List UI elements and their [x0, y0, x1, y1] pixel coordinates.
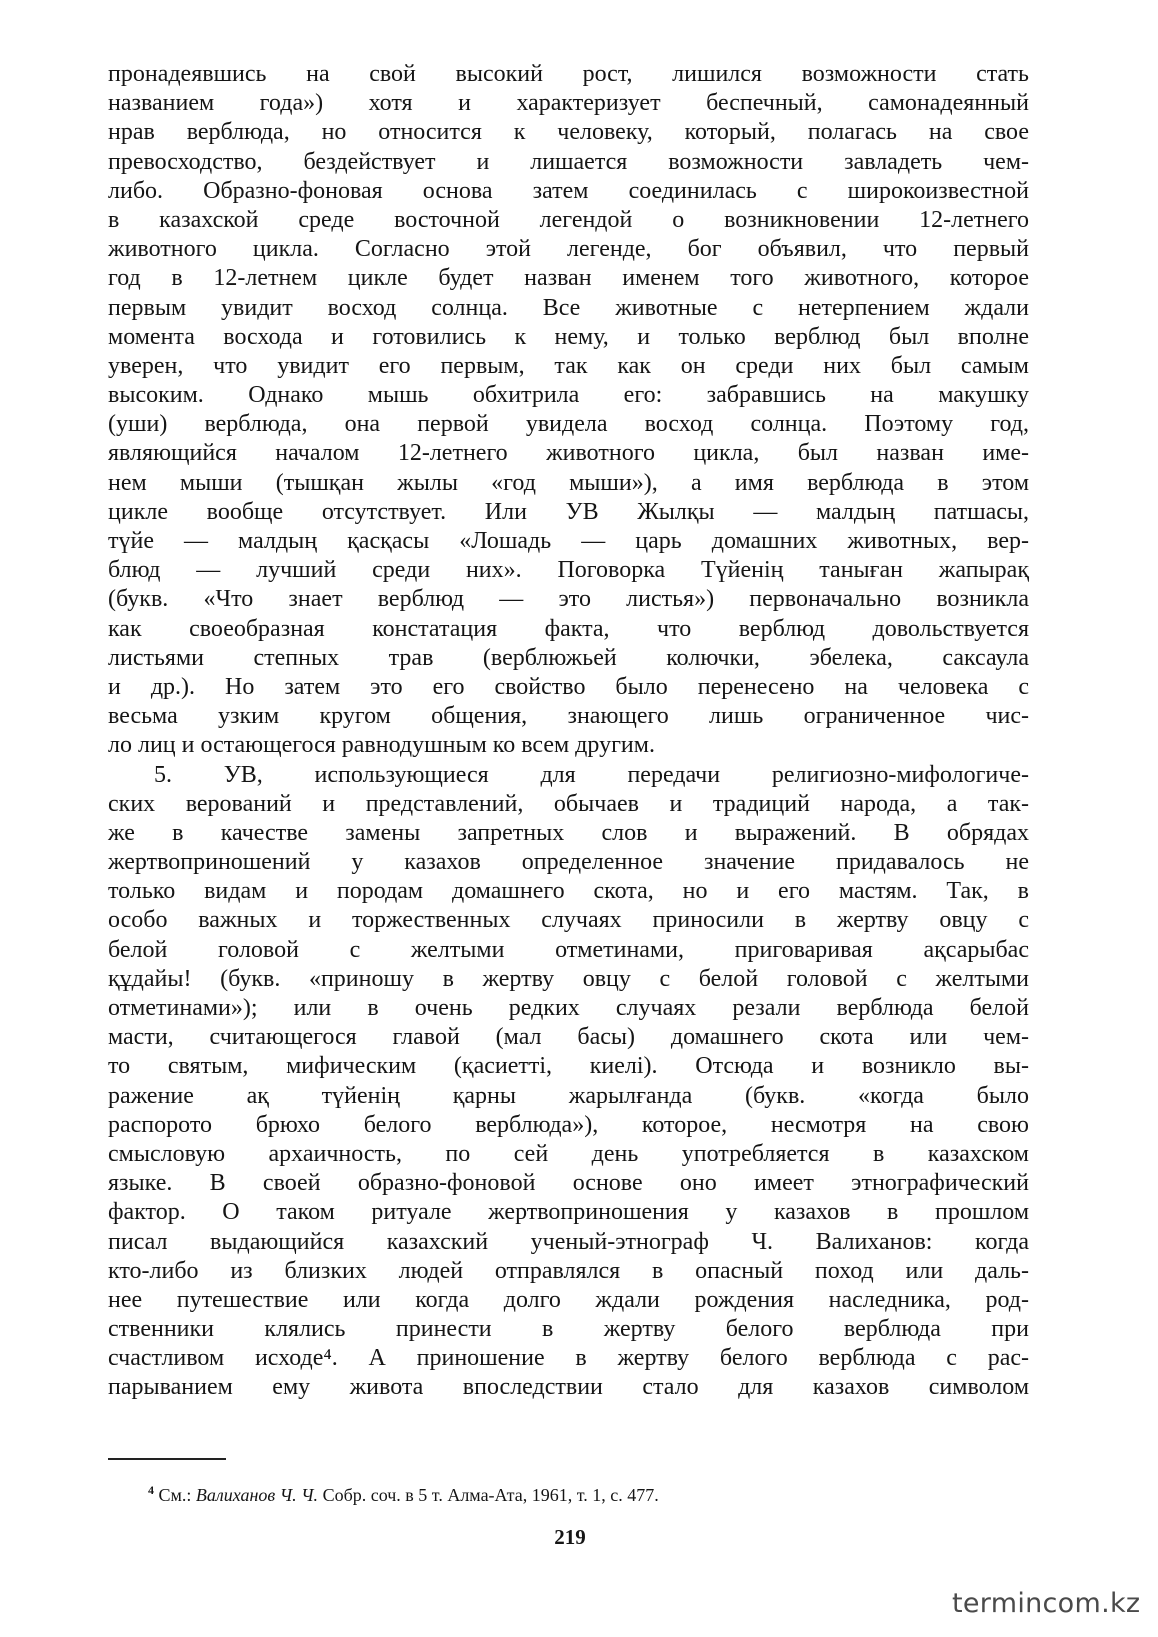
footnote-prefix: См.: [158, 1485, 192, 1505]
watermark-logo: termincom.kz [952, 1588, 1141, 1619]
text-line: нем мыши (тышқан жылы «год мыши»), а имя верблюда в этом [108, 469, 1029, 496]
text-line: масти, считающегося главой (мал басы) домашнего скота или чем- [108, 1024, 1029, 1051]
text-line: весьма узким кругом общения, знающего лишь ограниченное чис- [108, 703, 1029, 730]
text-line: счастливом исходе⁴. А приношение в жертву белого верблюда с рас- [108, 1345, 1029, 1372]
text-line: в казахской среде восточной легендой о возникновении 12-летнего [108, 206, 1029, 233]
text-line: парыванием ему живота впоследствии стало для казахов символом [108, 1374, 1029, 1401]
text-line: превосходство, бездействует и лишается возможности завладеть чем- [108, 148, 1029, 175]
footnote-author: Валиханов Ч. Ч. [195, 1485, 319, 1505]
text-line: листьями степных трав (верблюжьей колючки, эбелека, саксаула [108, 644, 1029, 671]
text-line: нрав верблюда, но относится к человеку, который, полагась на свое [108, 119, 1029, 146]
text-line: высоким. Однако мышь обхитрила его: забравшись на макушку [108, 382, 1029, 409]
text-line: смысловую архаичность, по сей день употребляется в казахском [108, 1140, 1029, 1167]
text-line: то святым, мифическим (қасиетті, киелі). Отсюда и возникло вы- [108, 1053, 1029, 1080]
text-line: цикле вообще отсутствует. Или УВ Жылқы — малдың патшасы, [108, 498, 1029, 525]
text-line: уверен, что увидит его первым, так как он среди них был самым [108, 352, 1029, 379]
text-line: животного цикла. Согласно этой легенде, бог объявил, что первый [108, 236, 1029, 263]
text-line: ских верований и представлений, обычаев и традиций народа, а так- [108, 790, 1029, 817]
text-line: ственники клялись принести в жертву белого верблюда при [108, 1316, 1029, 1343]
text-line: (букв. «Что знает верблюд — это листья») первоначально возникла [108, 586, 1029, 613]
text-line: год в 12-летнем цикле будет назван именем того животного, которое [108, 265, 1029, 292]
text-line: распорото брюхо белого верблюда»), которое, несмотря на свою [108, 1111, 1029, 1138]
text-line: только видам и породам домашнего скота, но и его мастям. Так, в [108, 878, 1029, 905]
text-line: жертвоприношений у казахов определенное значение придавалось не [108, 849, 1029, 876]
page-number: 219 [554, 1525, 586, 1549]
text-line: языке. В своей образно-фоновой основе оно имеет этнографический [108, 1170, 1029, 1197]
text-line: түйе — малдың қасқасы «Лошадь — царь домашних животных, вер- [108, 528, 1029, 554]
footnote [148, 1479, 659, 1506]
text-line: первым увидит восход солнца. Все животные с нетерпением ждали [108, 294, 1029, 321]
text-line: писал выдающийся казахский ученый-этнограф Ч. Валиханов: когда [108, 1228, 1029, 1255]
text-line: и др.). Но затем это его свойство было перенесено на человека с [108, 673, 1029, 700]
text-line: блюд — лучший среди них». Поговорка Түйенің таныған жапырақ [108, 557, 1029, 584]
text-line: момента восхода и готовились к нему, и только верблюд был вполне [108, 323, 1029, 350]
body-text [108, 60, 1029, 1403]
text-line: 5. УВ, использующиеся для передачи религиозно-мифологиче- [154, 761, 1029, 788]
text-line: же в качестве замены запретных слов и выражений. В обрядах [108, 819, 1029, 846]
text-line: ло лиц и остающегося равнодушным ко всем другим. [108, 732, 655, 759]
text-line: фактор. О таком ритуале жертвоприношения у казахов в прошлом [108, 1199, 1029, 1226]
text-line: являющийся началом 12-летнего животного цикла, был назван име- [108, 440, 1029, 467]
text-line: пронадеявшись на свой высокий рост, лишился возможности стать [108, 61, 1029, 87]
text-line: (уши) верблюда, она первой увидела восход солнца. Поэтому год, [108, 411, 1029, 438]
text-line: белой головой с желтыми отметинами, приговаривая ақсарыбас [108, 936, 1029, 963]
text-line: ражение ақ түйенің қарны жарылғанда (букв. «когда было [108, 1082, 1029, 1109]
text-line: как своеобразная констатация факта, что верблюд довольствуется [108, 615, 1029, 642]
text-line: отметинами»); или в очень редких случаях резали верблюда белой [108, 995, 1029, 1021]
text-line: құдайы! (букв. «приношу в жертву овцу с белой головой с желтыми [108, 965, 1029, 992]
footnote-marker: 4 [148, 1483, 154, 1497]
text-line: особо важных и торжественных случаях приносили в жертву овцу с [108, 907, 1029, 934]
footnote-citation: Собр. соч. в 5 т. Алма-Ата, 1961, т. 1, с. 477. [322, 1485, 659, 1505]
text-line: названием года») хотя и характеризует беспечный, самонадеянный [108, 90, 1029, 117]
text-line: кто-либо из близких людей отправлялся в опасный поход или даль- [108, 1257, 1029, 1284]
footnote-divider [108, 1458, 226, 1460]
text-line: либо. Образно-фоновая основа затем соединилась с широкоизвестной [108, 177, 1029, 204]
text-line: нее путешествие или когда долго ждали рождения наследника, род- [108, 1286, 1029, 1313]
